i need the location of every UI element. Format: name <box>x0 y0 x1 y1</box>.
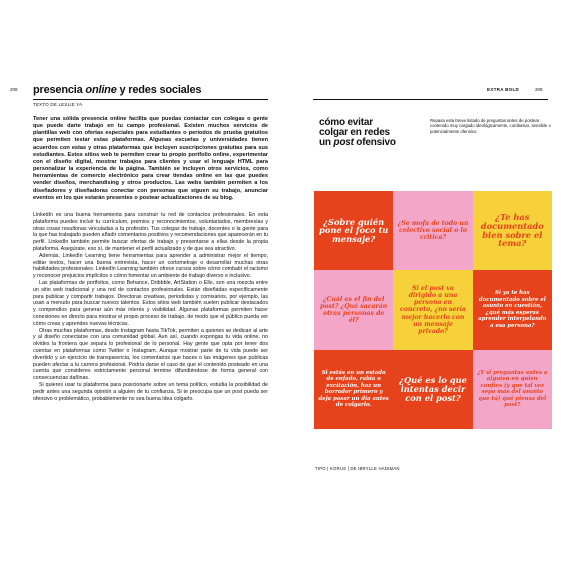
body-paragraph: Si quieres usar tu plataforma para posicionarte sobre un tema político, estudia la posibilidad de pedir antes una segunda opinión a alguien de tu confianza. Si te preocupa que un post pueda ser ofensivo o problemático, probablemente no sea buena idea colgarlo. <box>33 381 268 402</box>
title-left-part1: presencia <box>33 84 86 96</box>
question-card-text: ¿Qué es lo que intentas decir con el post? <box>399 375 467 403</box>
question-card-text: Si estás en un estado de enfado, rabia o excitación, haz un borrador primero y deja pasar un día antes de colgarlo. <box>318 369 389 409</box>
question-card <box>314 191 393 270</box>
intro-paragraph: Tener una sólida presencia online facilita que puedas contactar con colegas o gente que puede darte trabajo en tu campo profesional. Existen muchos servicios de plantillas web con ofertas especiales para estudiantes o periodos de prueba gratuitos que permiten testar estas plataformas. Algunas escuelas y universidades tienen acuerdos con estas y otras plataformas que incluyen suscripciones gratuitas para sus estudiantes. Estos sitios web te permiten crear tu propio portfolio online, experimentar con el diseño digital, mostrar trabajos para clientes y usar el lenguaje HTML para personalizar la experiencia de la página. También se incluyen otros servicios, como herramientas de comercio electrónico para crear tiendas online en las que puedes vender diseños, merchandising y otros productos. Las webs también permiten a los diseñadores y diseñadoras conectar con personas que siguen su trabajo, anunciar eventos en los que estarán presentes o postear actualizaciones de su blog. <box>33 116 268 201</box>
body-paragraph: Otras muchas plataformas, desde Instagram hasta TikTok, permiten a quienes se dedican al arte y al diseño conectarse con una comunidad global. Aun así, cuando expongas tu vida online, no olvides la frontera que separa lo profesional de lo personal. Hay gente que opta por tener dos cuentas en plataformas como Twitter o Instagram. Aunque mostrar parte de tu vida puede ser divertido y un ejercicio de transparencia, los comentarios que haces o las imágenes que publicas pueden afectar a tu carrera profesional. Podría darse el caso de que el contenido posteado en una cuenta que consideres estrictamente personal termine difundiéndose de forma general con consecuencias dañinas. <box>33 327 268 382</box>
title-left-part2: y redes sociales <box>116 84 202 96</box>
question-card <box>314 350 393 429</box>
question-card-text: ¿Te has documentado bien sobre el tema? <box>480 212 544 249</box>
question-card-text: ¿Se mofa de todo un colectivo social o lo critica? <box>397 219 469 242</box>
question-card-text: ¿Sobre quién pone el foco tu mensaje? <box>319 216 389 244</box>
header-rule-left <box>33 99 268 100</box>
sidebar-title <box>319 118 409 148</box>
question-card <box>473 350 552 429</box>
page-title-left <box>33 84 201 96</box>
body-paragraph: Además, LinkedIn Learning tiene herramientas para aprender a administrar mejor el tiempo, editar textos, hacer una buena entrevista, hacer un cortometraje o desarrollar muchas otras habilidades profesionales. LinkedIn Learning también ofrece cursos sobre cómo combatir el racismo y reconocer prejuicios implícitos o cómo fomentar un ambiente de trabajo diverso e inclusivo. <box>33 252 268 280</box>
question-card-text: Si ya te has documentado sobre el asunto en cuestión, ¿qué más esperas aprender interpelando a esa persona? <box>478 290 547 329</box>
sidebar-title-part: ofensivo <box>353 137 396 148</box>
body-paragraph: Las plataformas de portfolios, como Behance, Dribbble, ArtStation o Ello, son una mezcla entre un sitio web tradicional y una red de contactos profesionales. Están diseñadas específicamente para publicar y compartir trabajos. Directoras creativas, periodistas y comisarios, por ejemplo, las usan a menudo para buscar nuevos talentos. Estos sitios web también suelen publicar destacados y compendios para generar aún más interés y visibilidad. Algunas plataformas permiten hacer conexiones en directo para mostrar el propio proceso de trabajo, de modo que el público pueda ver cómo creas y aprendes nuevas técnicas. <box>33 279 268 327</box>
question-card <box>393 350 472 429</box>
question-card-text: ¿Cuál es el fin del post? ¿Qué sacarán otras personas de él? <box>320 295 388 325</box>
byline: TEXTO DE LESLIE YA <box>33 102 83 107</box>
question-card-text: ¿Y si preguntas antes a alguien en quien confíes (y que tal vez sepa más del asunto que tú) qué piensa del post? <box>477 369 548 409</box>
right-page <box>285 0 570 570</box>
section-label: EXTRA BOLD <box>487 87 520 92</box>
sidebar-title-line: cómo evitar <box>319 117 373 128</box>
sidebar-intro: Repasa esta breve listado de preguntas antes de postear contenido muy cargado ideológicamente, combativo, sensible o potencialmente ofensivo. <box>430 118 551 134</box>
question-card <box>393 191 472 270</box>
type-credit-footer: TIPO | KORUS | DE IBRYLLE HADIMAN <box>315 466 400 471</box>
question-card <box>393 270 472 349</box>
page-number-left: 208 <box>10 87 18 92</box>
sidebar-title-emphasis: post <box>333 137 354 148</box>
sidebar-title-line <box>319 138 409 148</box>
body-paragraph: LinkedIn es una buena herramienta para construir tu red de contactos profesionales. En esta plataforma puedes incluir tu currículum, premios y reconocimientos, voluntariados, membresías y otras cosas resultonas vinculadas a tu profesión. Tus colegas de trabajo, docentes o la gente para la que has trabajado pueden añadir comentarios positivos y recomendaciones que aparecerán en tu perfil. LinkedIn también permite buscar ofertas de trabajo y presentarse a ellas desde la propia plataforma. Asegúrate, eso sí, de mantener el perfil actualizado y de que sea atractivo. <box>33 212 268 252</box>
header-rule-right <box>313 99 548 100</box>
question-card <box>473 191 552 270</box>
question-card <box>314 270 393 349</box>
question-card-grid <box>314 191 552 429</box>
page-number-right: 209 <box>535 87 543 92</box>
sidebar-title-part: un <box>319 137 334 148</box>
question-card <box>473 270 552 349</box>
article-body <box>33 212 268 402</box>
sidebar-title-line: colgar en redes <box>319 127 390 138</box>
question-card-text: Si el post va dirigido a una persona en concreto, ¿no sería mejor hacerlo con un mensaje privado? <box>399 284 467 335</box>
title-left-emphasis: online <box>85 84 117 96</box>
